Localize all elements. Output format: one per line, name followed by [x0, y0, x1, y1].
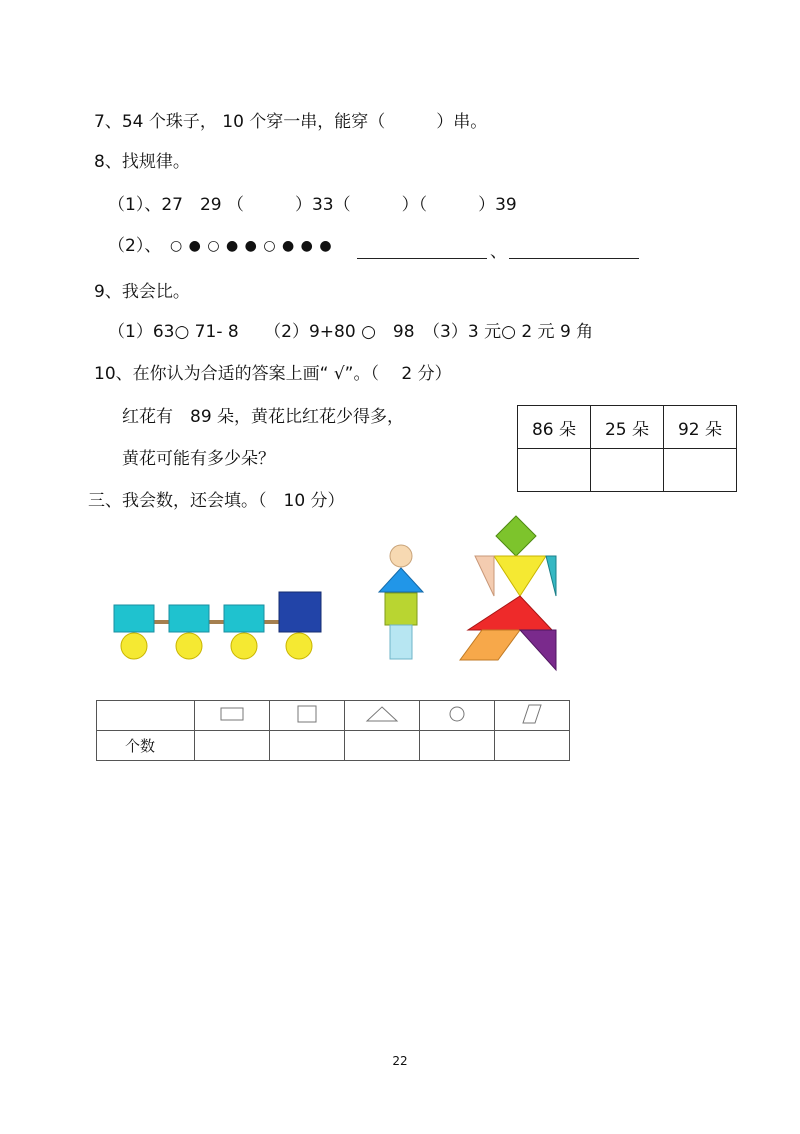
train-figure [114, 592, 321, 659]
count-input-rectangle[interactable] [195, 731, 270, 761]
question-10-line-1: 红花有 89 朵，黄花比红花少得多， [122, 407, 405, 427]
count-input-triangle[interactable] [345, 731, 420, 761]
question-8-title: 8、找规律。 [94, 152, 190, 172]
count-input-square[interactable] [270, 731, 345, 761]
count-input-parallelogram[interactable] [495, 731, 570, 761]
circle-icon [447, 704, 467, 724]
header-triangle [345, 701, 420, 731]
check-cell-2[interactable] [591, 449, 664, 492]
question-7: 7、54 个珠子， 10 个穿一串，能穿（ ）串。 [94, 112, 488, 132]
shape-figures [100, 510, 570, 680]
count-input-circle[interactable] [420, 731, 495, 761]
question-8-part-2-prefix: （2）、 [108, 236, 162, 256]
option-label: 25 朵 [591, 406, 664, 449]
check-cell-3[interactable] [664, 449, 737, 492]
question-10-title: 10、在你认为合适的答案上画“ √”。（ 2 分） [94, 364, 452, 384]
header-square [270, 701, 345, 731]
header-parallelogram [495, 701, 570, 731]
dot-pattern: ○ ● ○ ● ● ○ ● ● ● [170, 238, 333, 254]
question-9-items: （1）63○ 71- 8 （2）9+80 ○ 98 （3）3 元○ 2 元 9 角 [108, 322, 594, 342]
header-circle [420, 701, 495, 731]
blank-separator: 、 [490, 242, 507, 262]
tangram-figure [460, 516, 556, 670]
question-9-title: 9、我会比。 [94, 282, 190, 302]
person-figure [379, 545, 423, 659]
page-number: 22 [392, 1054, 408, 1068]
square-icon [296, 704, 318, 724]
check-cell-1[interactable] [518, 449, 591, 492]
answer-blank-2[interactable] [509, 258, 639, 259]
rectangle-icon [219, 706, 245, 722]
triangle-icon [365, 705, 399, 723]
parallelogram-icon [519, 703, 545, 725]
header-rectangle [195, 701, 270, 731]
answer-blank-1[interactable] [357, 258, 487, 259]
question-10-line-2: 黄花可能有多少朵？ [122, 449, 275, 469]
option-label: 86 朵 [518, 406, 591, 449]
question-8-part-1: （1）、27 29 （ ）33（ ）（ ）39 [108, 195, 517, 215]
shape-count-table [96, 700, 570, 761]
section-3-title: 三、我会数，还会填。（ 10 分） [88, 491, 345, 511]
row-label-count: 个数 [97, 731, 195, 761]
option-label: 92 朵 [664, 406, 737, 449]
answer-options-table [517, 405, 737, 492]
header-blank-cell [97, 701, 195, 731]
